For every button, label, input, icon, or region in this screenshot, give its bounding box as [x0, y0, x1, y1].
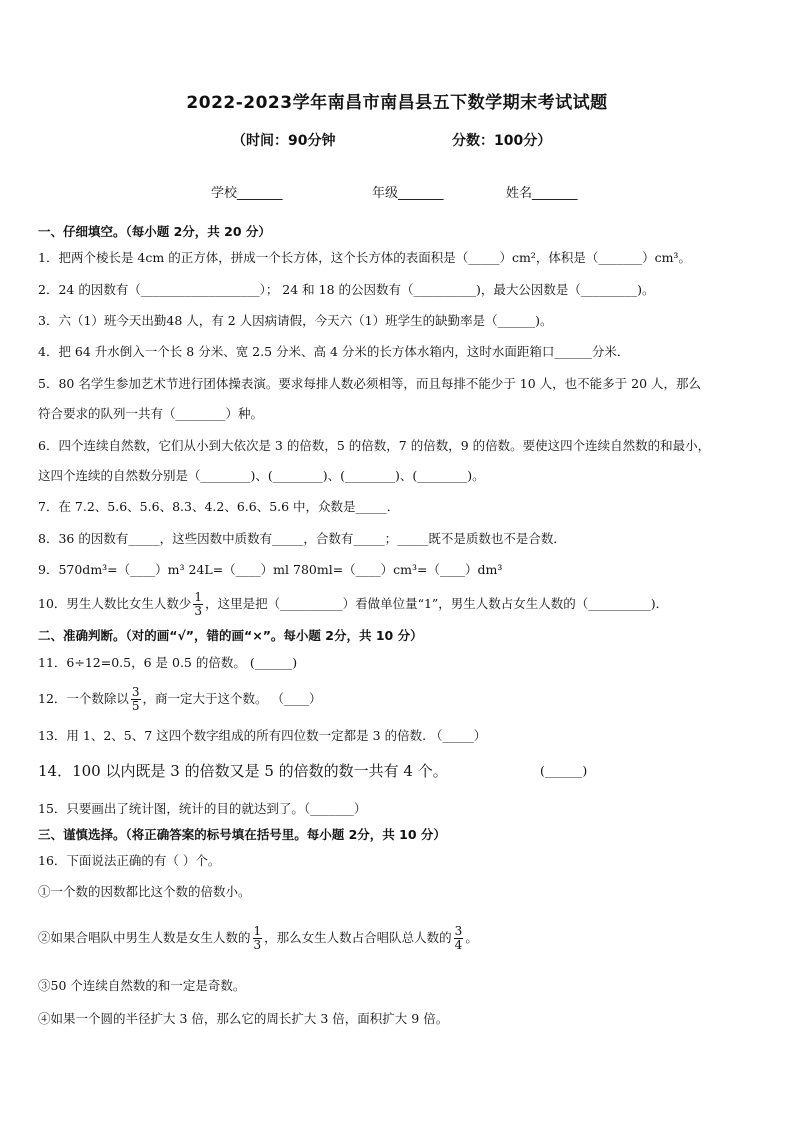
question-3: 3．六（1）班今天出勤48 人，有 2 人因病请假，今天六（1）班学生的缺勤率是（______)。	[38, 313, 553, 328]
option-2	[38, 918, 764, 958]
question-14-answer-blank: (______)	[540, 763, 588, 778]
fraction-denominator: 3	[253, 938, 262, 952]
grade-field: 年级_______	[372, 186, 444, 201]
exam-score: 分数：100分）	[452, 133, 552, 149]
fraction-numerator: 3	[454, 924, 463, 938]
question-11: 11．6÷12=0.5，6 是 0.5 的倍数。 (______)	[38, 655, 298, 670]
section-1-heading: 一、仔细填空。（每小题 2分，共 20 分）	[38, 224, 271, 239]
question-12	[38, 683, 764, 715]
question-12-text-post: ，商一定大于这个数。 （____）	[142, 691, 322, 706]
option-4: ④如果一个圆的半径扩大 3 倍，那么它的周长扩大 3 倍，面积扩大 9 倍。	[38, 1011, 449, 1026]
question-12-text-pre: 12．一个数除以	[38, 691, 129, 706]
question-10-text-post: ，这里是把（__________）看做单位量“1”，男生人数占女生人数的（__________)．	[205, 596, 669, 611]
fraction-numerator: 3	[131, 685, 140, 699]
school-field: 学校_______	[211, 186, 283, 201]
name-field: 姓名_______	[506, 186, 578, 201]
question-8: 8．36 的因数有_____，这些因数中质数有_____，合数有_____；_____既不是质数也不是合数．	[38, 531, 566, 546]
question-15: 15．只要画出了统计图，统计的目的就达到了。（_______）	[38, 801, 367, 816]
question-6-line-1: 6．四个连续自然数，它们从小到大依次是 3 的倍数，5 的倍数，7 的倍数，9 的倍数。要使这四个连续自然数的和最小，	[38, 438, 711, 453]
question-10	[38, 588, 764, 620]
question-14-text: 14．100 以内既是 3 的倍数又是 5 的倍数的数一共有 4 个。	[38, 762, 448, 780]
option-3: ③50 个连续自然数的和一定是奇数。	[38, 978, 246, 993]
page-title: 2022-2023学年南昌市南昌县五下数学期末考试试题	[186, 93, 608, 113]
question-9: 9．570dm³=（____）m³ 24L=（____）ml 780ml=（____）cm³=（____）dm³	[38, 562, 503, 577]
fraction-denominator: 5	[131, 699, 140, 713]
question-7: 7．在 7.2、5.6、5.6、8.3、4.2、6.6、5.6 中，众数是_____．	[38, 499, 400, 514]
fraction-one-third	[253, 925, 263, 952]
question-14	[38, 762, 764, 780]
question-5-line-2: 符合要求的队列一共有（________）种。	[38, 406, 264, 421]
option-1: ①一个数的因数都比这个数的倍数小。	[38, 884, 251, 899]
section-2-heading: 二、准确判断。（对的画“√”，错的画“×”。每小题 2分，共 10 分）	[38, 628, 423, 643]
fraction-denominator: 3	[194, 604, 203, 618]
fraction-numerator: 1	[253, 924, 262, 938]
fraction-one-third	[193, 591, 203, 618]
option-2-text-post: 。	[465, 930, 478, 945]
question-6-line-2: 这四个连续的自然数分别是（________)、(________)、(________)、(________)。	[38, 468, 485, 483]
fraction-numerator: 1	[194, 590, 203, 604]
fraction-three-fourths	[454, 925, 464, 952]
question-4: 4．把 64 升水倒入一个长 8 分米、宽 2.5 分米、高 4 分米的长方体水箱内，这时水面距箱口______分米．	[38, 344, 630, 359]
fraction-three-fifths	[131, 686, 141, 713]
question-16: 16．下面说法正确的有（ ）个。	[38, 853, 221, 868]
question-13: 13．用 1、2、5、7 这四个数字组成的所有四位数一定都是 3 的倍数. （_____）	[38, 728, 487, 743]
option-2-text-pre: ②如果合唱队中男生人数是女生人数的	[38, 930, 251, 945]
question-1: 1．把两个棱长是 4cm 的正方体，拼成一个长方体，这个长方体的表面积是（_____）cm²，体积是（_______）cm³。	[38, 250, 691, 265]
fraction-denominator: 4	[454, 938, 463, 952]
question-5-line-1: 5．80 名学生参加艺术节进行团体操表演。要求每排人数必须相等，而且每排不能少于 10 人，也不能多于 20 人，那么	[38, 376, 702, 391]
question-2: 2．24 的因数有（___________________）； 24 和 18 的公因数有（__________)，最大公因数是（_________)。	[38, 282, 655, 297]
option-2-text-mid: ，那么女生人数占合唱队总人数的	[264, 930, 452, 945]
exam-time: （时间：90分钟	[232, 133, 336, 149]
section-3-heading: 三、谨慎选择。（将正确答案的标号填在括号里。每小题 2分，共 10 分）	[38, 827, 446, 842]
question-10-text-pre: 10．男生人数比女生人数少	[38, 596, 192, 611]
